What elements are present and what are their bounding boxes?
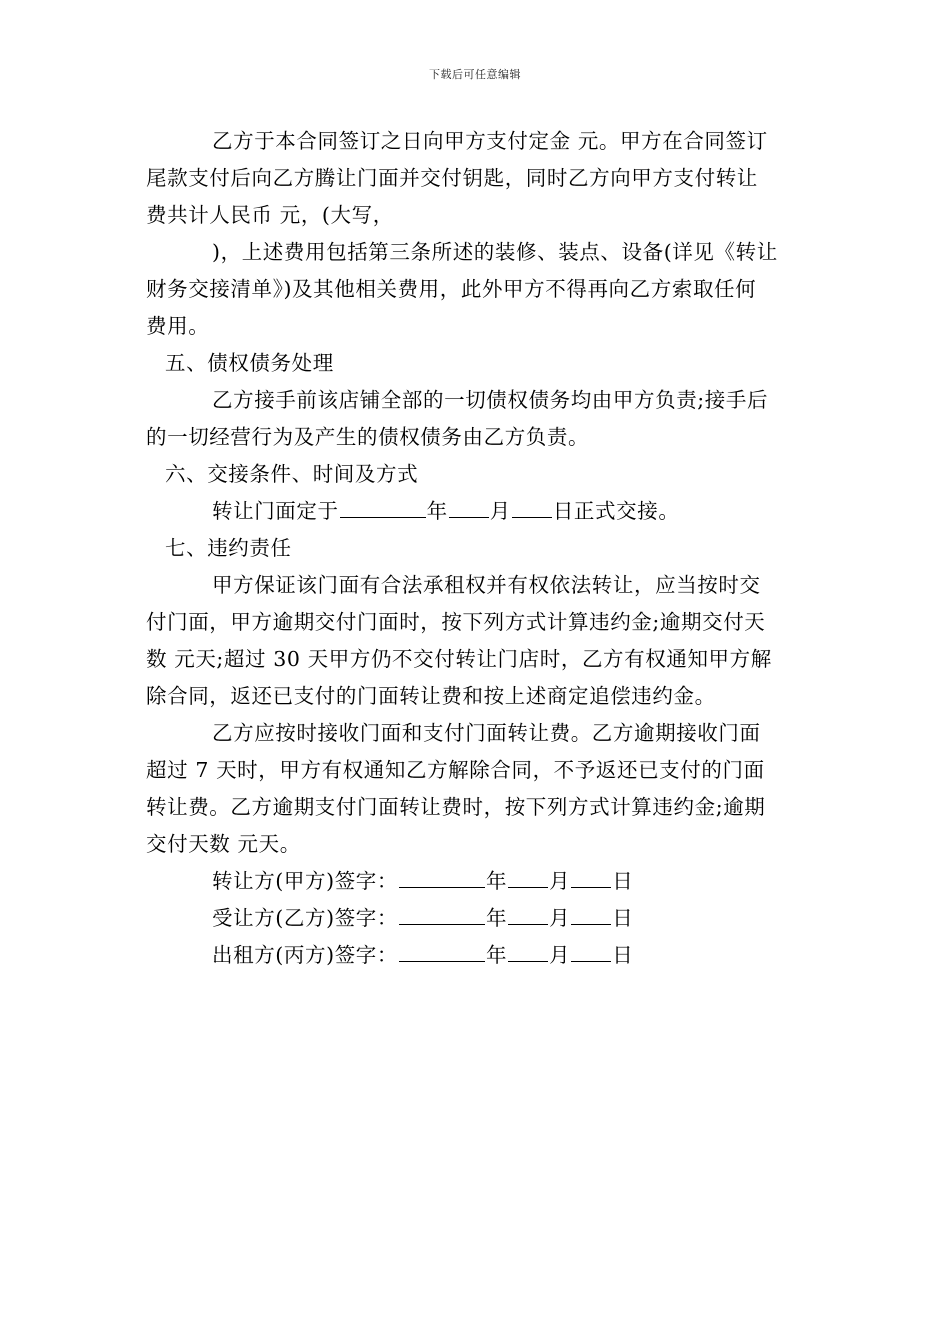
handover-date-line bbox=[212, 494, 679, 524]
blank-day bbox=[571, 941, 611, 962]
paragraph-line: 交付天数 元天。 bbox=[146, 832, 301, 856]
blank-month bbox=[508, 941, 548, 962]
year-label: 年 bbox=[426, 499, 448, 523]
blank-day bbox=[571, 904, 611, 925]
blank-year bbox=[399, 904, 485, 925]
blank-month bbox=[508, 904, 548, 925]
day-label: 日 bbox=[612, 943, 634, 967]
day-label: 日 bbox=[612, 906, 634, 930]
month-label: 月 bbox=[549, 943, 571, 967]
signature-label: 受让方(乙方)签字： bbox=[212, 906, 398, 930]
month-label: 月 bbox=[549, 869, 571, 893]
year-label: 年 bbox=[486, 906, 508, 930]
blank-month bbox=[508, 867, 548, 888]
paragraph-line: )，上述费用包括第三条所述的装修、装点、设备(详见《转让 bbox=[212, 240, 778, 264]
paragraph-line: 的一切经营行为及产生的债权债务由乙方负责。 bbox=[146, 425, 590, 449]
section-heading-7: 七、违约责任 bbox=[165, 536, 292, 560]
blank-month bbox=[449, 497, 489, 518]
paragraph-line: 费用。 bbox=[146, 314, 210, 338]
day-label: 日正式交接。 bbox=[552, 499, 680, 523]
handover-date-prefix: 转让门面定于 bbox=[212, 499, 339, 523]
paragraph-line: 乙方接手前该店铺全部的一切债权债务均由甲方负责;接手后 bbox=[212, 388, 769, 412]
paragraph-line: 乙方应按时接收门面和支付门面转让费。乙方逾期接收门面 bbox=[212, 721, 761, 745]
blank-year bbox=[340, 497, 426, 518]
signature-label: 出租方(丙方)签字： bbox=[212, 943, 398, 967]
paragraph-line: 甲方保证该门面有合法承租权并有权依法转让，应当按时交 bbox=[212, 573, 761, 597]
day-label: 日 bbox=[612, 869, 634, 893]
paragraph-line: 付门面，甲方逾期交付门面时，按下列方式计算违约金;逾期交付天 bbox=[146, 610, 766, 634]
blank-day bbox=[571, 867, 611, 888]
paragraph-line: 超过 7 天时，甲方有权通知乙方解除合同，不予返还已支付的门面 bbox=[146, 758, 765, 782]
month-label: 月 bbox=[549, 906, 571, 930]
section-heading-5: 五、债权债务处理 bbox=[165, 351, 334, 375]
page-header-note: 下载后可任意编辑 bbox=[429, 68, 521, 81]
paragraph-line: 费共计人民币 元，(大写， bbox=[146, 203, 394, 227]
signature-line-party-b bbox=[212, 901, 633, 931]
paragraph-line: 除合同，返还已支付的门面转让费和按上述商定追偿违约金。 bbox=[146, 684, 716, 708]
paragraph-line: 数 元天;超过 30 天甲方仍不交付转让门店时，乙方有权通知甲方解 bbox=[146, 647, 772, 671]
year-label: 年 bbox=[486, 869, 508, 893]
signature-label: 转让方(甲方)签字： bbox=[212, 869, 398, 893]
paragraph-line: 乙方于本合同签订之日向甲方支付定金 元。甲方在合同签订 bbox=[212, 129, 768, 153]
year-label: 年 bbox=[486, 943, 508, 967]
blank-year bbox=[399, 867, 485, 888]
blank-day bbox=[512, 497, 552, 518]
section-heading-6: 六、交接条件、时间及方式 bbox=[165, 462, 419, 486]
blank-year bbox=[399, 941, 485, 962]
paragraph-line: 尾款支付后向乙方腾让门面并交付钥匙，同时乙方向甲方支付转让 bbox=[146, 166, 758, 190]
month-label: 月 bbox=[489, 499, 511, 523]
paragraph-line: 财务交接清单》)及其他相关费用，此外甲方不得再向乙方索取任何 bbox=[146, 277, 757, 301]
signature-line-party-a bbox=[212, 864, 633, 894]
signature-line-party-c bbox=[212, 938, 633, 968]
paragraph-line: 转让费。乙方逾期支付门面转让费时，按下列方式计算违约金;逾期 bbox=[146, 795, 766, 819]
